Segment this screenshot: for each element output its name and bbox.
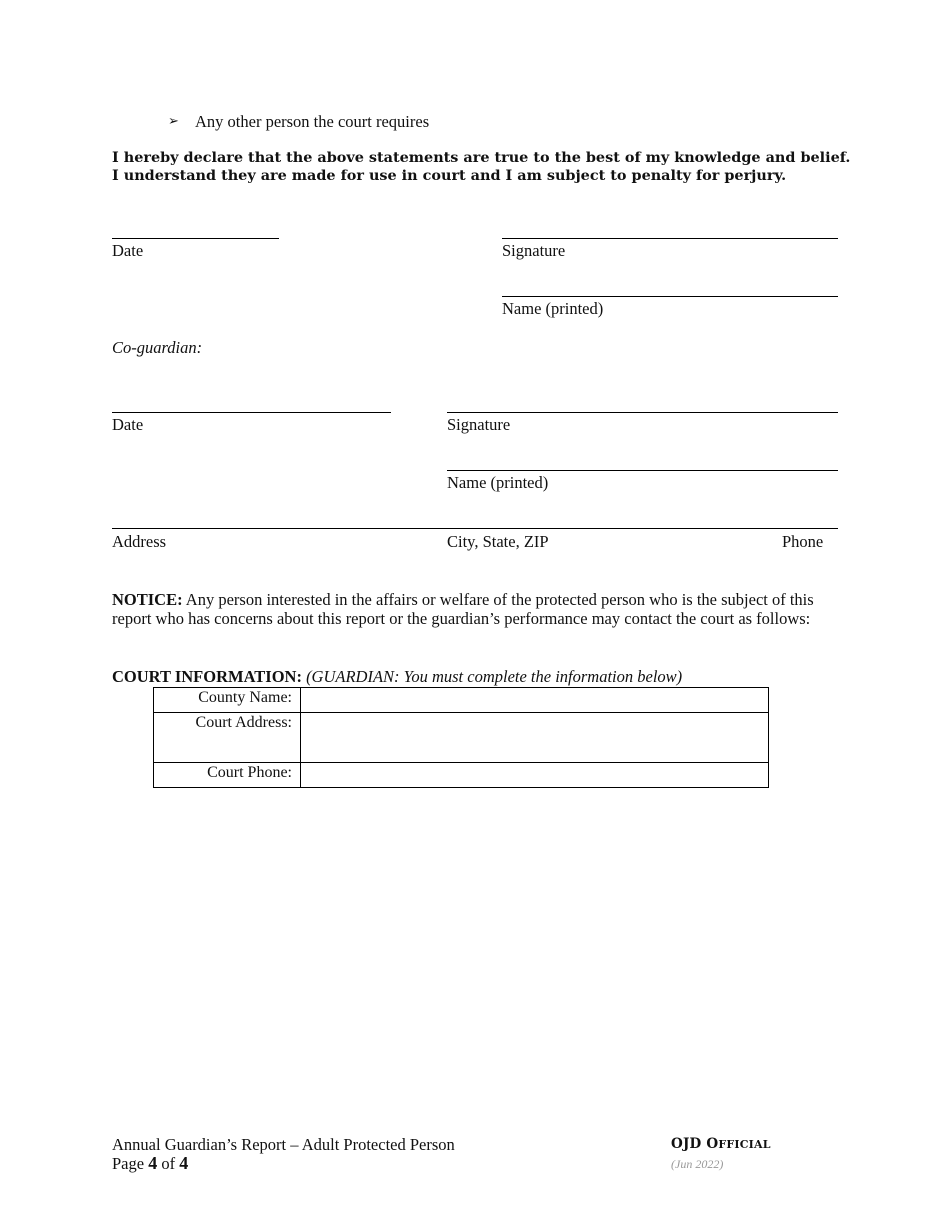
notice-label: NOTICE: <box>112 590 183 609</box>
guardian-date-label: Date <box>112 241 144 260</box>
footer-page-indicator <box>112 1154 455 1173</box>
court-address-label: Court Address: <box>154 713 301 763</box>
form-version: (Jun 2022) <box>671 1157 724 1171</box>
bullet-item: Any other person the court requires <box>195 112 430 131</box>
coguardian-date-line[interactable] <box>112 412 391 413</box>
coguardian-name-line[interactable] <box>447 470 838 471</box>
declaration-line-2: I understand they are made for use in court and I am subject to penalty for perjury. <box>112 167 787 184</box>
court-info-table <box>153 687 769 788</box>
guardian-date-line[interactable] <box>112 238 279 239</box>
guardian-name-label: Name (printed) <box>502 299 604 318</box>
coguardian-signature-line[interactable] <box>447 412 838 413</box>
table-row <box>154 713 769 763</box>
footer-title: Annual Guardian’s Report – Adult Protected Person <box>112 1135 455 1154</box>
court-phone-label: Court Phone: <box>154 763 301 788</box>
coguardian-name-label: Name (printed) <box>447 473 549 492</box>
guardian-signature-line[interactable] <box>502 238 838 239</box>
footer-page-word: Page <box>112 1154 145 1173</box>
footer-of-word: of <box>161 1154 176 1173</box>
footer-page-total: 4 <box>179 1153 189 1173</box>
guardian-signature-label: Signature <box>502 241 566 260</box>
declaration-line-1: I hereby declare that the above statements are true to the best of my knowledge and belief. <box>112 149 851 166</box>
court-info-heading-line <box>112 667 682 686</box>
court-address-field[interactable] <box>301 713 769 763</box>
coguardian-city-label: City, State, ZIP <box>447 532 549 551</box>
coguardian-heading: Co-guardian: <box>112 338 203 357</box>
ojd-official-rest: FFICIAL <box>718 1138 771 1151</box>
court-info-heading: COURT INFORMATION: <box>112 667 302 686</box>
notice-text: Any person interested in the affairs or welfare of the protected person who is the subject of this report who has concerns about this report or the guardian’s performance may contact the court as follows: <box>112 590 814 628</box>
footer-page-number: 4 <box>148 1153 158 1173</box>
arrow-bullet-icon: ➢ <box>168 113 179 128</box>
coguardian-signature-label: Signature <box>447 415 511 434</box>
coguardian-phone-label: Phone <box>782 532 824 551</box>
declaration <box>112 149 852 185</box>
coguardian-address-label: Address <box>112 532 167 551</box>
table-row <box>154 763 769 788</box>
footer <box>112 1135 455 1173</box>
coguardian-date-label: Date <box>112 415 144 434</box>
coguardian-address-line[interactable] <box>112 528 838 529</box>
guardian-name-line[interactable] <box>502 296 838 297</box>
ojd-official-prefix: OJD O <box>671 1136 719 1152</box>
court-phone-field[interactable] <box>301 763 769 788</box>
table-row <box>154 688 769 713</box>
county-name-label: County Name: <box>154 688 301 713</box>
county-name-field[interactable] <box>301 688 769 713</box>
notice-paragraph <box>112 590 832 628</box>
ojd-official-mark <box>671 1136 771 1152</box>
court-info-instruction: (GUARDIAN: You must complete the information below) <box>306 667 683 686</box>
